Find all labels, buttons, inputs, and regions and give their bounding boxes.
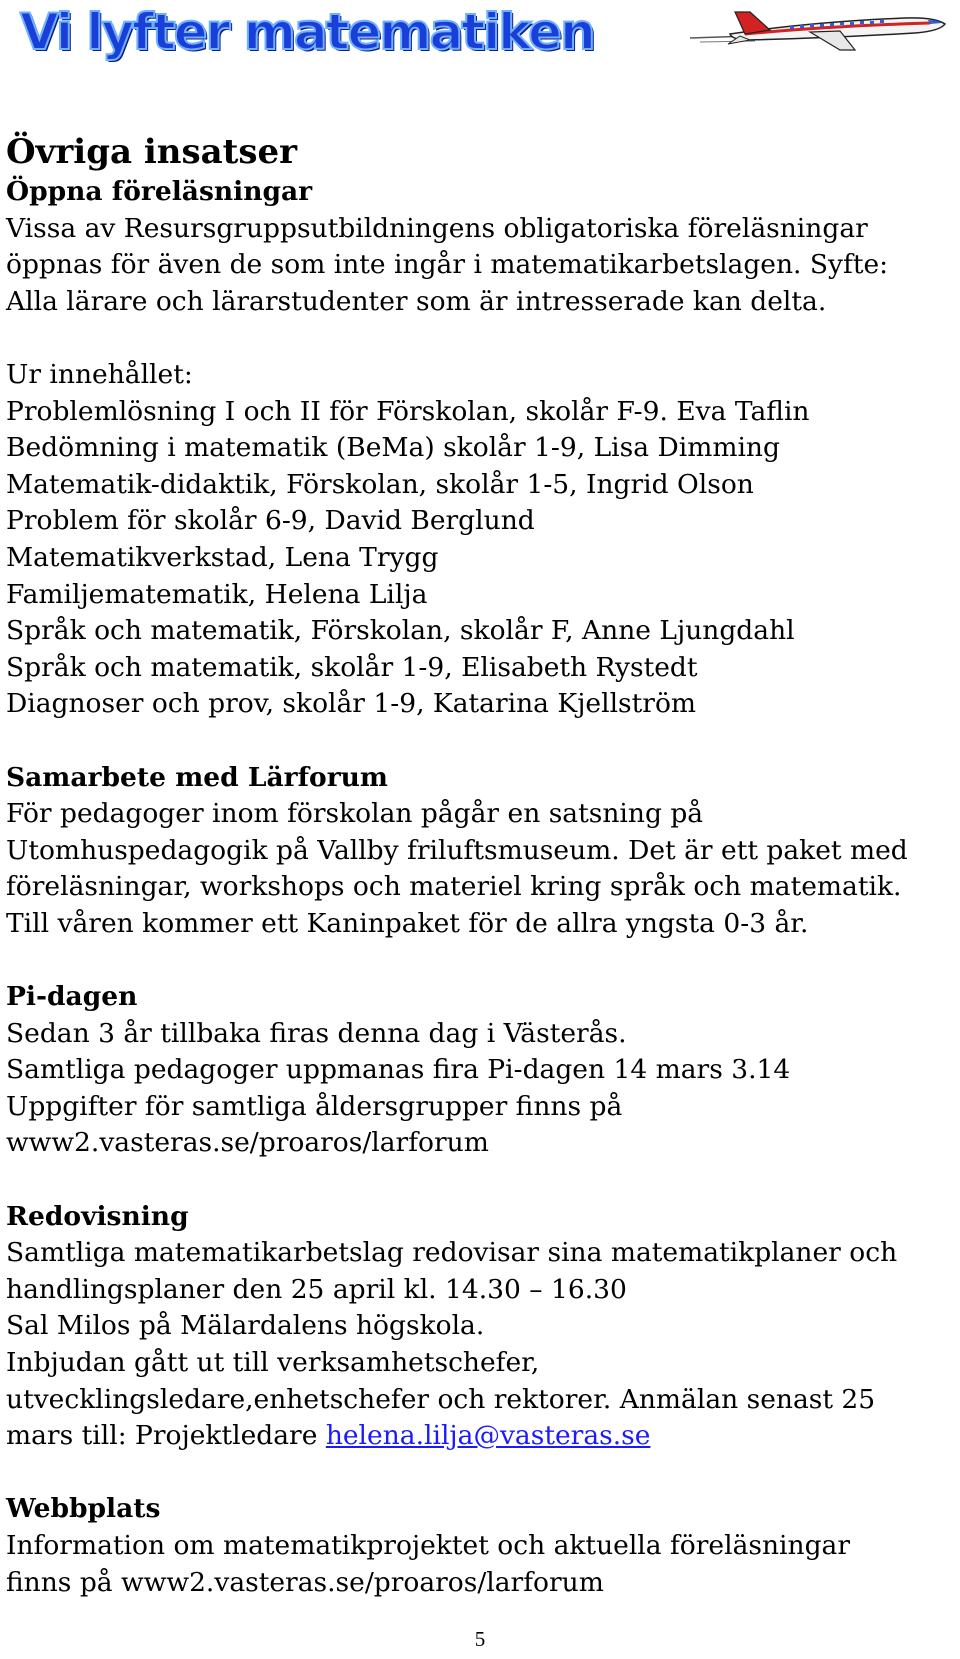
paragraph-line: utvecklingsledare,enhetschefer och rektorer. Anmälan senast 25 bbox=[6, 1383, 876, 1415]
lecture-item: Diagnoser och prov, skolår 1-9, Katarina Kjellström bbox=[6, 688, 697, 720]
paragraph-line: Uppgifter för samtliga åldersgrupper finns på bbox=[6, 1090, 623, 1122]
section-report bbox=[6, 1199, 956, 1455]
paragraph-line: Inbjudan gått ut till verksamhetschefer, bbox=[6, 1347, 540, 1378]
lecture-item: Språk och matematik, skolår 1-9, Elisabeth Rystedt bbox=[6, 651, 698, 683]
section-title: Samarbete med Lärforum bbox=[6, 761, 388, 793]
lecture-item: Matematik-didaktik, Förskolan, skolår 1-5, Ingrid Olson bbox=[6, 468, 754, 500]
email-link[interactable]: helena.lilja@vasteras.se bbox=[325, 1420, 651, 1452]
lecture-item: Familjematematik, Helena Lilja bbox=[6, 578, 428, 610]
paragraph-line: Utomhuspedagogik på Vallby friluftsmuseum. Det är ett paket med bbox=[6, 834, 908, 866]
paragraph-line: Till våren kommer ett Kaninpaket för de allra yngsta 0-3 år. bbox=[6, 907, 809, 939]
section-title: Webbplats bbox=[6, 1493, 161, 1525]
paragraph-line: finns på www2.vasteras.se/proaros/larforum bbox=[6, 1566, 604, 1598]
section-title: Öppna föreläsningar bbox=[6, 176, 313, 207]
paragraph-line: föreläsningar, workshops och materiel kring språk och matematik. bbox=[6, 871, 902, 903]
section-website bbox=[6, 1491, 956, 1601]
lecture-item: Problemlösning I och II för Förskolan, skolår F-9. Eva Taflin bbox=[6, 395, 810, 427]
paragraph-line: www2.vasteras.se/proaros/larforum bbox=[6, 1127, 489, 1159]
paragraph-line bbox=[6, 1418, 956, 1455]
page-heading: Övriga insatser bbox=[6, 132, 298, 172]
airplane-icon bbox=[690, 4, 950, 52]
section-open-lectures bbox=[6, 174, 956, 723]
section-title: Pi-dagen bbox=[6, 981, 138, 1013]
paragraph-line: För pedagoger inom förskolan pågår en satsning på bbox=[6, 798, 704, 830]
lecture-item: Problem för skolår 6-9, David Berglund bbox=[6, 505, 535, 537]
paragraph-line: Vissa av Resursgruppsutbildningens obligatoriska föreläsningar bbox=[6, 212, 868, 244]
section-larforum bbox=[6, 760, 956, 943]
paragraph-line: Sedan 3 år tillbaka firas denna dag i Västerås. bbox=[6, 1017, 627, 1049]
header-banner bbox=[0, 0, 960, 80]
registration-text: mars till: Projektledare bbox=[6, 1420, 326, 1452]
paragraph-line: handlingsplaner den 25 april kl. 14.30 – 16.30 bbox=[6, 1273, 627, 1305]
contents-label: Ur innehållet: bbox=[6, 358, 193, 390]
paragraph-line: Samtliga pedagoger uppmanas fira Pi-dagen 14 mars 3.14 bbox=[6, 1054, 791, 1086]
lecture-item: Matematikverkstad, Lena Trygg bbox=[6, 541, 439, 573]
section-title: Redovisning bbox=[6, 1200, 189, 1232]
paragraph-line: Information om matematikprojektet och aktuella föreläsningar bbox=[6, 1529, 851, 1561]
paragraph-line: Samtliga matematikarbetslag redovisar sina matematikplaner och bbox=[6, 1237, 898, 1269]
banner-title: Vi lyfter matematiken bbox=[20, 3, 594, 61]
page-number: 5 bbox=[474, 1627, 486, 1651]
document-body bbox=[6, 130, 956, 1601]
paragraph-line: öppnas för även de som inte ingår i matematikarbetslagen. Syfte: bbox=[6, 249, 889, 281]
paragraph-line: Sal Milos på Mälardalens högskola. bbox=[6, 1310, 485, 1342]
lecture-item: Språk och matematik, Förskolan, skolår F, Anne Ljungdahl bbox=[6, 615, 795, 647]
paragraph-line: Alla lärare och lärarstudenter som är intresserade kan delta. bbox=[6, 285, 827, 317]
section-pi-day bbox=[6, 979, 956, 1162]
lecture-item: Bedömning i matematik (BeMa) skolår 1-9, Lisa Dimming bbox=[6, 432, 780, 464]
